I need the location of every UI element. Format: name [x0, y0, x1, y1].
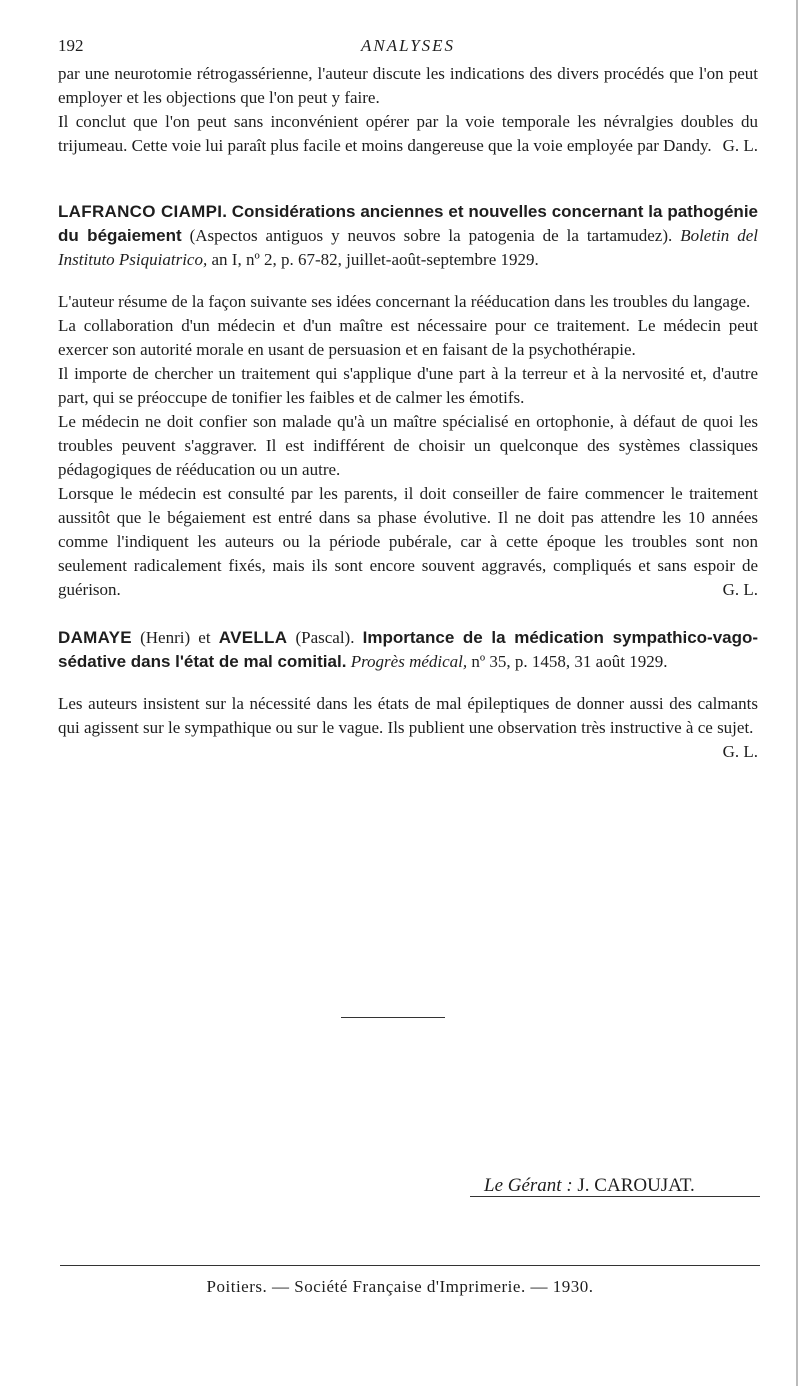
article2-author-a: DAMAYE: [58, 628, 132, 647]
article2-paragraph-text: Les auteurs insistent sur la nécessité dans les états de mal épileptiques de donner aussi des calmants qui agissent sur le sympathique ou sur le vague. Ils publient une observation très instructive à ce sujet.: [58, 694, 758, 737]
article1-authors: LAFRANCO CIAMPI.: [58, 202, 228, 221]
article2-author-a-first: (Henri): [140, 628, 191, 647]
page-body: [58, 36, 758, 764]
page-number: 192: [58, 36, 84, 55]
running-title: ANALYSES: [360, 36, 456, 55]
article1-reference: an I, nº 2, p. 67-82, juillet-août-septembre 1929.: [211, 250, 539, 269]
intro-paragraph-2-text: Il conclut que l'on peut sans inconvénient opérer par la voie temporale les névralgies doubles du trijumeau. Cette voie lui paraît plus facile et moins dangereuse que la voie employée par Dandy.: [58, 112, 758, 155]
printer-footer: Poitiers. — Société Française d'Imprimerie. — 1930.: [206, 1277, 594, 1296]
article2-title: Importance de la médication sympathico-vago-sédative dans l'état de mal comitial.: [58, 628, 759, 671]
page-header: [58, 36, 758, 62]
article1-journal: Boletin del Instituto Psiquiatrico,: [58, 226, 759, 269]
page-edge: [796, 0, 798, 1386]
article1-paragraph-2: La collaboration d'un médecin et d'un maître est nécessaire pour ce traitement. Le médecin peut exercer son autorité morale en usant de persuasion et en faisant de la psychothérapie.: [58, 316, 758, 359]
intro-signature: G. L.: [722, 136, 758, 155]
gerant-line: [484, 1175, 695, 1197]
intro-paragraph-2: [58, 110, 758, 158]
article2-reference: nº 35, p. 1458, 31 août 1929.: [471, 652, 668, 671]
article1-paragraph-3: Il importe de chercher un traitement qui s'applique d'une part à la terreur et à la nervosité et, d'autre part, qui se préoccupe de tonifier les faibles et de calmer les émotifs.: [58, 364, 758, 407]
article1-paragraph-4: Le médecin ne doit confier son malade qu'à un maître spécialisé en ortophonie, à défaut de quoi les troubles peuvent s'aggraver. Il est indifférent de choisir un quelconque des systèmes classiques pédagogiques de rééducation ou un autre.: [58, 412, 758, 479]
footer-rule: [60, 1265, 760, 1266]
article1-signature: G. L.: [722, 580, 758, 599]
article2-signature: G. L.: [722, 742, 758, 761]
article2-journal: Progrès médical,: [350, 652, 468, 671]
section-divider: [341, 1017, 445, 1018]
article2-paragraph: [58, 692, 758, 761]
intro-paragraph-1: par une neurotomie rétrogassérienne, l'auteur discute les indications des divers procédés que l'on peut employer et les objections que l'on peut y faire.: [58, 64, 758, 107]
article2-author-b-first: (Pascal).: [295, 628, 355, 647]
article1-subtitle: (Aspectos antiguos y neuvos sobre la patogenia de la tartamudez).: [189, 226, 673, 245]
gerant-rule: [470, 1196, 760, 1197]
article1-heading: [58, 200, 758, 272]
article2-and: et: [198, 628, 211, 647]
article1-paragraph-1: L'auteur résume de la façon suivante ses idées concernant la rééducation dans les troubles du langage.: [58, 292, 751, 311]
article2-author-b: AVELLA: [218, 628, 288, 647]
gerant-label: Le Gérant :: [484, 1175, 573, 1196]
article1-paragraph-5-text: Lorsque le médecin est consulté par les parents, il doit conseiller de faire commencer le traitement aussitôt que le bégaiement est entré dans sa phase évolutive. Il ne doit pas attendre les 10 années comme l'indiquent les auteurs ou la période pubérale, car à cette époque les troubles sont non seulement radicalement fixés, mais ils sont encore souvent aggravés, compliqués et sans espoir de guérison.: [58, 484, 758, 599]
article2-heading: [58, 626, 758, 674]
article1-paragraph-5: [58, 482, 758, 602]
article1-title: Considérations anciennes et nouvelles concernant la pathogénie du bégaiement: [58, 202, 758, 245]
gerant-name: J. CAROUJAT.: [577, 1175, 695, 1196]
